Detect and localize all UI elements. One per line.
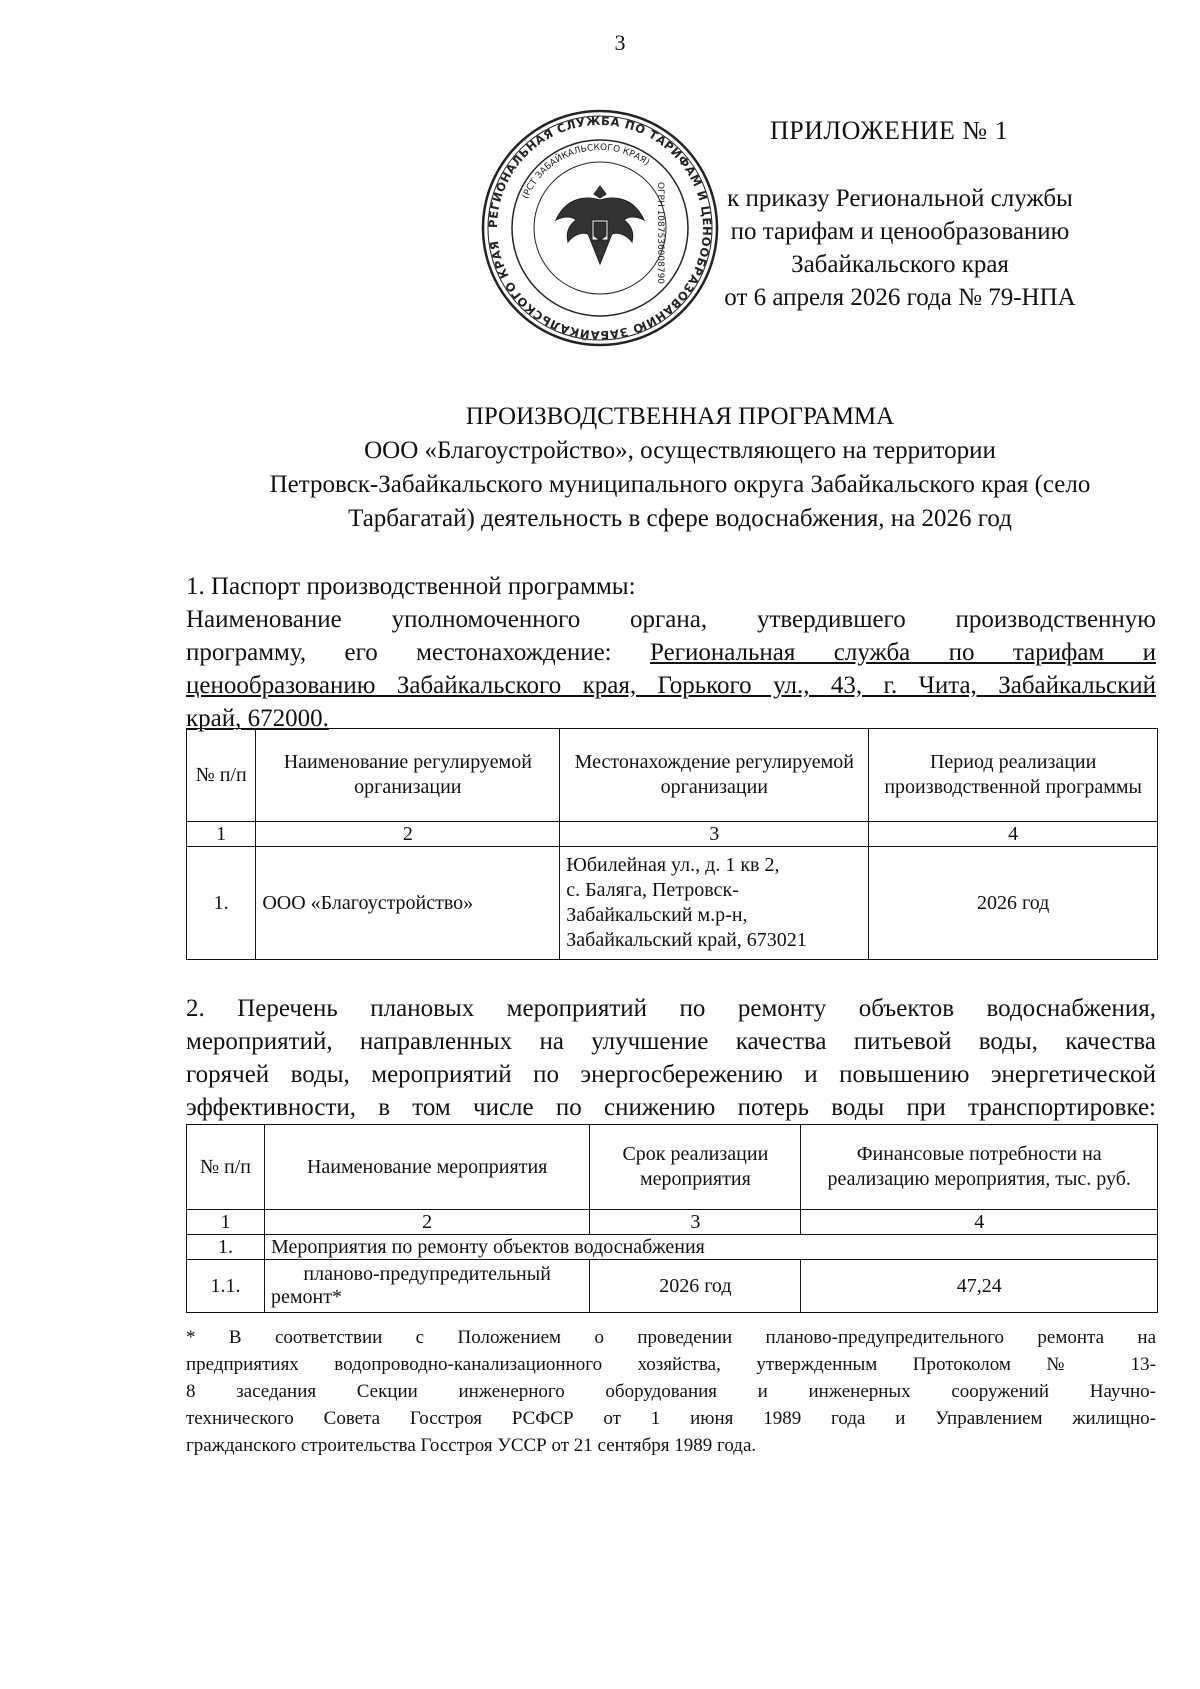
column-number: 3 (590, 1210, 801, 1235)
appendix-reference (700, 182, 1100, 314)
table-header-cell: Наименование регулируемой организации (256, 729, 560, 822)
column-number: 4 (869, 822, 1158, 847)
footnote (186, 1324, 1156, 1459)
table-group-row (187, 1235, 1158, 1260)
program-title-line: Петровск-Забайкальского муниципального округа Забайкальского края (село (269, 471, 1091, 498)
section-2-text-line: мероприятий, направленных на улучшение качества питьевой воды, качества (186, 1028, 1156, 1055)
address-line: Забайкальский м.р-н, (566, 904, 748, 926)
implementation-period: 2026 год (869, 847, 1158, 960)
row-number: 1. (187, 847, 256, 960)
appendix-title: ПРИЛОЖЕНИЕ № 1 (770, 116, 1009, 145)
row-number: 1.1. (187, 1260, 265, 1313)
table-header-cell: Период реализации производственной программы (869, 729, 1158, 822)
column-number: 2 (256, 822, 560, 847)
passport-table (186, 728, 1158, 960)
authority-address: ценообразованию Забайкальского края, Горького ул., 43, г. Чита, Забайкальский (186, 672, 1156, 699)
table-header-cell: Местонахождение регулируемой организации (560, 729, 869, 822)
program-title-line: ПРОИЗВОДСТВЕННАЯ ПРОГРАММА (465, 403, 895, 430)
section-1-text-prefix: программу, его местонахождение: (186, 639, 612, 666)
seal-ogrn: ОГРН 1087536008790 (655, 181, 665, 285)
appendix-ref-line: по тарифам и ценообразованию (730, 218, 1070, 245)
authority-name: Региональная служба по тарифам и (650, 639, 1156, 666)
address-line: с. Баляга, Петровск- (566, 879, 739, 901)
measures-table (186, 1124, 1158, 1313)
footnote-line: * В соответствии с Положением о проведении планово-предупредительного ремонта на (186, 1327, 1156, 1348)
column-number: 4 (801, 1210, 1158, 1235)
table-header-cell: Наименование мероприятия (264, 1125, 589, 1210)
section-1-text-line (186, 636, 1156, 669)
measure-name (264, 1260, 589, 1313)
program-title (180, 400, 1180, 536)
table-row (187, 847, 1158, 960)
measure-term: 2026 год (590, 1260, 801, 1313)
section-1-text-line: Наименование уполномоченного органа, утвердившего производственную (186, 606, 1156, 633)
column-number: 3 (560, 822, 869, 847)
column-number: 2 (264, 1210, 589, 1235)
page-number: 3 (614, 30, 626, 55)
section-2-measures (186, 992, 1156, 1124)
organization-address (560, 847, 869, 960)
authority-address-end: край, 672000. (186, 705, 329, 732)
footnote-line: гражданского строительства Госстроя УССР от 21 сентября 1989 года. (186, 1435, 757, 1456)
appendix-ref-line: от 6 апреля 2026 года № 79-НПА (724, 284, 1076, 311)
measure-name-line: ремонт* (270, 1286, 342, 1308)
table-header-cell: Финансовые потребности на реализацию мероприятия, тыс. руб. (801, 1125, 1158, 1210)
appendix-ref-line: к приказу Региональной службы (727, 185, 1073, 212)
footnote-line: предприятиях водопроводно-канализационного хозяйства, утвержденным Протоколом № 13- (186, 1354, 1156, 1375)
measure-amount: 47,24 (801, 1260, 1158, 1313)
table-row (187, 1260, 1158, 1313)
seal-inner-text: (РСТ ЗАБАЙКАЛЬСКОГО КРАЯ) (520, 142, 652, 201)
table-header-cell: Срок реализации мероприятия (590, 1125, 801, 1210)
footnote-line: технического Совета Госстроя РСФСР от 1 июня 1989 года и Управлением жилищно- (186, 1408, 1156, 1429)
organization-name: ООО «Благоустройство» (256, 847, 560, 960)
coat-of-arms-emblem (556, 186, 644, 264)
section-2-text-line: эффективности, в том числе по снижению потерь воды при транспортировке: (186, 1094, 1156, 1121)
svg-text:(РСТ ЗАБАЙКАЛЬСКОГО КРАЯ) (521, 143, 651, 201)
group-number: 1. (187, 1235, 265, 1260)
column-number: 1 (187, 822, 256, 847)
section-2-text-line: 2. Перечень плановых мероприятий по ремонту объектов водоснабжения, (186, 995, 1156, 1022)
footnote-line: 8 заседания Секции инженерного оборудования и инженерных сооружений Научно- (186, 1381, 1156, 1402)
section-1-passport (186, 570, 1156, 735)
program-title-line: Тарбагатай) деятельность в сфере водоснабжения, на 2026 год (348, 505, 1012, 532)
table-header-cell: № п/п (187, 1125, 265, 1210)
seal-outer-text: РЕГИОНАЛЬНАЯ СЛУЖБА ПО ТАРИФАМ И ЦЕНООБРАЗОВАНИЮ ЗАБАЙКАЛЬСКОГО КРАЯ (485, 113, 715, 343)
section-2-text-line: горячей воды, мероприятий по энергосбережению и повышению энергетической (186, 1061, 1156, 1088)
section-1-heading: 1. Паспорт производственной программы: (186, 573, 636, 600)
program-title-line: ООО «Благоустройство», осуществляющего на территории (364, 437, 996, 464)
column-number: 1 (187, 1210, 265, 1235)
address-line: Юбилейная ул., д. 1 кв 2, (566, 854, 780, 876)
measure-name-line: планово-предупредительный (303, 1263, 551, 1285)
appendix-ref-line: Забайкальского края (791, 251, 1009, 278)
address-line: Забайкальский край, 673021 (566, 929, 807, 951)
table-header-cell: № п/п (187, 729, 256, 822)
group-label: Мероприятия по ремонту объектов водоснабжения (264, 1235, 1157, 1260)
official-seal (480, 108, 720, 348)
